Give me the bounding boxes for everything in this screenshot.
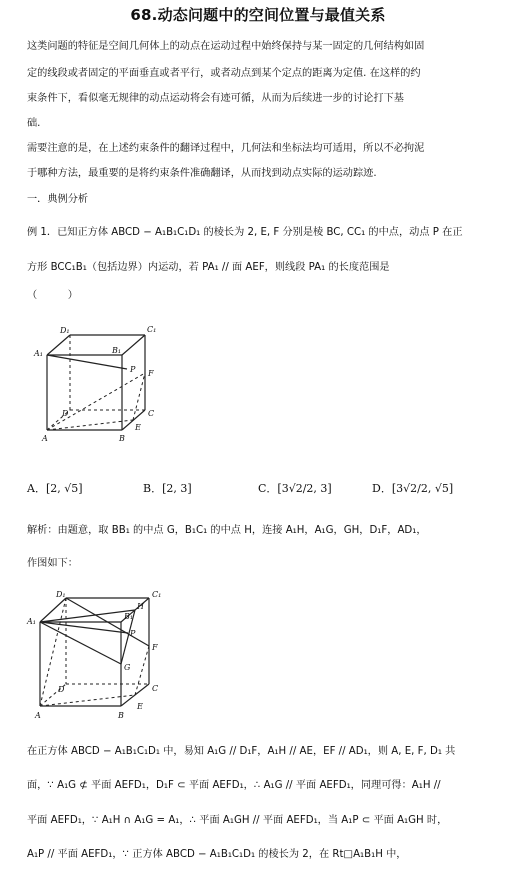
- label2-D1: D₁: [56, 590, 66, 599]
- intro-line-3: 束条件下，看似毫无规律的动点运动将会有迹可循，从而为后续进一步的讨论打下基: [27, 93, 404, 104]
- example-line-2: 方形 BCC₁B₁（包括边界）内运动，若 PA₁ // 面 AEF，则线段 PA₁ 的长度范围是: [27, 262, 390, 273]
- analysis-line-2: 作图如下：: [27, 558, 78, 569]
- label2-G: G: [124, 663, 131, 672]
- proof-line-4: A₁P // 平面 AEFD₁，∵ 正方体 ABCD − A₁B₁C₁D₁ 的棱长为 2，在 Rt□A₁B₁H 中，: [27, 849, 407, 860]
- intro-line-1: 这类问题的特征是空间几何体上的动点在运动过程中始终保持与某一固定的几何结构如固: [27, 41, 425, 52]
- intro-line-4: 础.: [27, 118, 41, 129]
- section-heading: 一．典例分析: [27, 194, 89, 205]
- intro-line-6: 于哪种方法，最重要的是将约束条件准确翻译，从而找到动点实际的运动踪迹.: [27, 168, 377, 179]
- proof-line-2: 面，∵ A₁G ⊄ 平面 AEFD₁，D₁F ⊂ 平面 AEFD₁，∴ A₁G // 平面 AEFD₁，同理可得：A₁H //: [27, 780, 441, 791]
- label2-H: H: [137, 602, 144, 611]
- label2-P: P: [130, 629, 136, 638]
- label2-A: A: [35, 711, 41, 720]
- label2-B: B: [118, 711, 124, 720]
- label-E: E: [135, 423, 141, 432]
- intro-line-2: 定的线段或者固定的平面垂直或者平行，或者动点到某个定点的距离为定值. 在这样的约: [27, 68, 421, 79]
- option-d: D．[3√2/2, √5]: [372, 482, 454, 495]
- label-A1: A₁: [34, 349, 43, 358]
- proof-line-1: 在正方体 ABCD − A₁B₁C₁D₁ 中，易知 A₁G // D₁F，A₁H // AE，EF // AD₁，则 A, E, F, D₁ 共: [27, 746, 456, 757]
- label2-C1: C₁: [152, 590, 162, 599]
- label-B1: B₁: [112, 346, 122, 355]
- label-F: F: [148, 369, 154, 378]
- page-title: 68.动态问题中的空间位置与最值关系: [130, 6, 386, 24]
- example-line-3: （ ）: [27, 290, 78, 301]
- example-line-1: 例 1．已知正方体 ABCD − A₁B₁C₁D₁ 的棱长为 2, E, F 分别是棱 BC, CC₁ 的中点，动点 P 在正: [27, 227, 463, 238]
- label-C1: C₁: [147, 325, 157, 334]
- label-B: B: [119, 434, 125, 443]
- label-C: C: [148, 409, 155, 418]
- label2-B1: B₁: [124, 612, 134, 621]
- option-b: B．[2, 3]: [143, 482, 192, 495]
- cube-figure-1: [30, 322, 170, 450]
- option-a: A．[2, √5]: [27, 482, 83, 495]
- label-A: A: [42, 434, 48, 443]
- label-D: D: [62, 409, 69, 418]
- analysis-line-1: 解析：由题意，取 BB₁ 的中点 G，B₁C₁ 的中点 H，连接 A₁H，A₁G，GH，D₁F，AD₁，: [27, 525, 427, 536]
- label2-F: F: [152, 643, 158, 652]
- option-c: C．[3√2/2, 3]: [258, 482, 332, 495]
- proof-line-3: 平面 AEFD₁，∵ A₁H ∩ A₁G = A₁，∴ 平面 A₁GH // 平面 AEFD₁，当 A₁P ⊂ 平面 A₁GH 时，: [27, 815, 448, 826]
- label2-E: E: [137, 702, 143, 711]
- label2-C: C: [152, 684, 159, 693]
- intro-line-5: 需要注意的是，在上述约束条件的翻译过程中，几何法和坐标法均可适用，所以不必拘泥: [27, 143, 425, 154]
- label-D1: D₁: [60, 326, 70, 335]
- label2-A1: A₁: [27, 617, 36, 626]
- cube-figure-2: [26, 588, 176, 724]
- label2-D: D: [58, 685, 65, 694]
- label-P: P: [130, 365, 136, 374]
